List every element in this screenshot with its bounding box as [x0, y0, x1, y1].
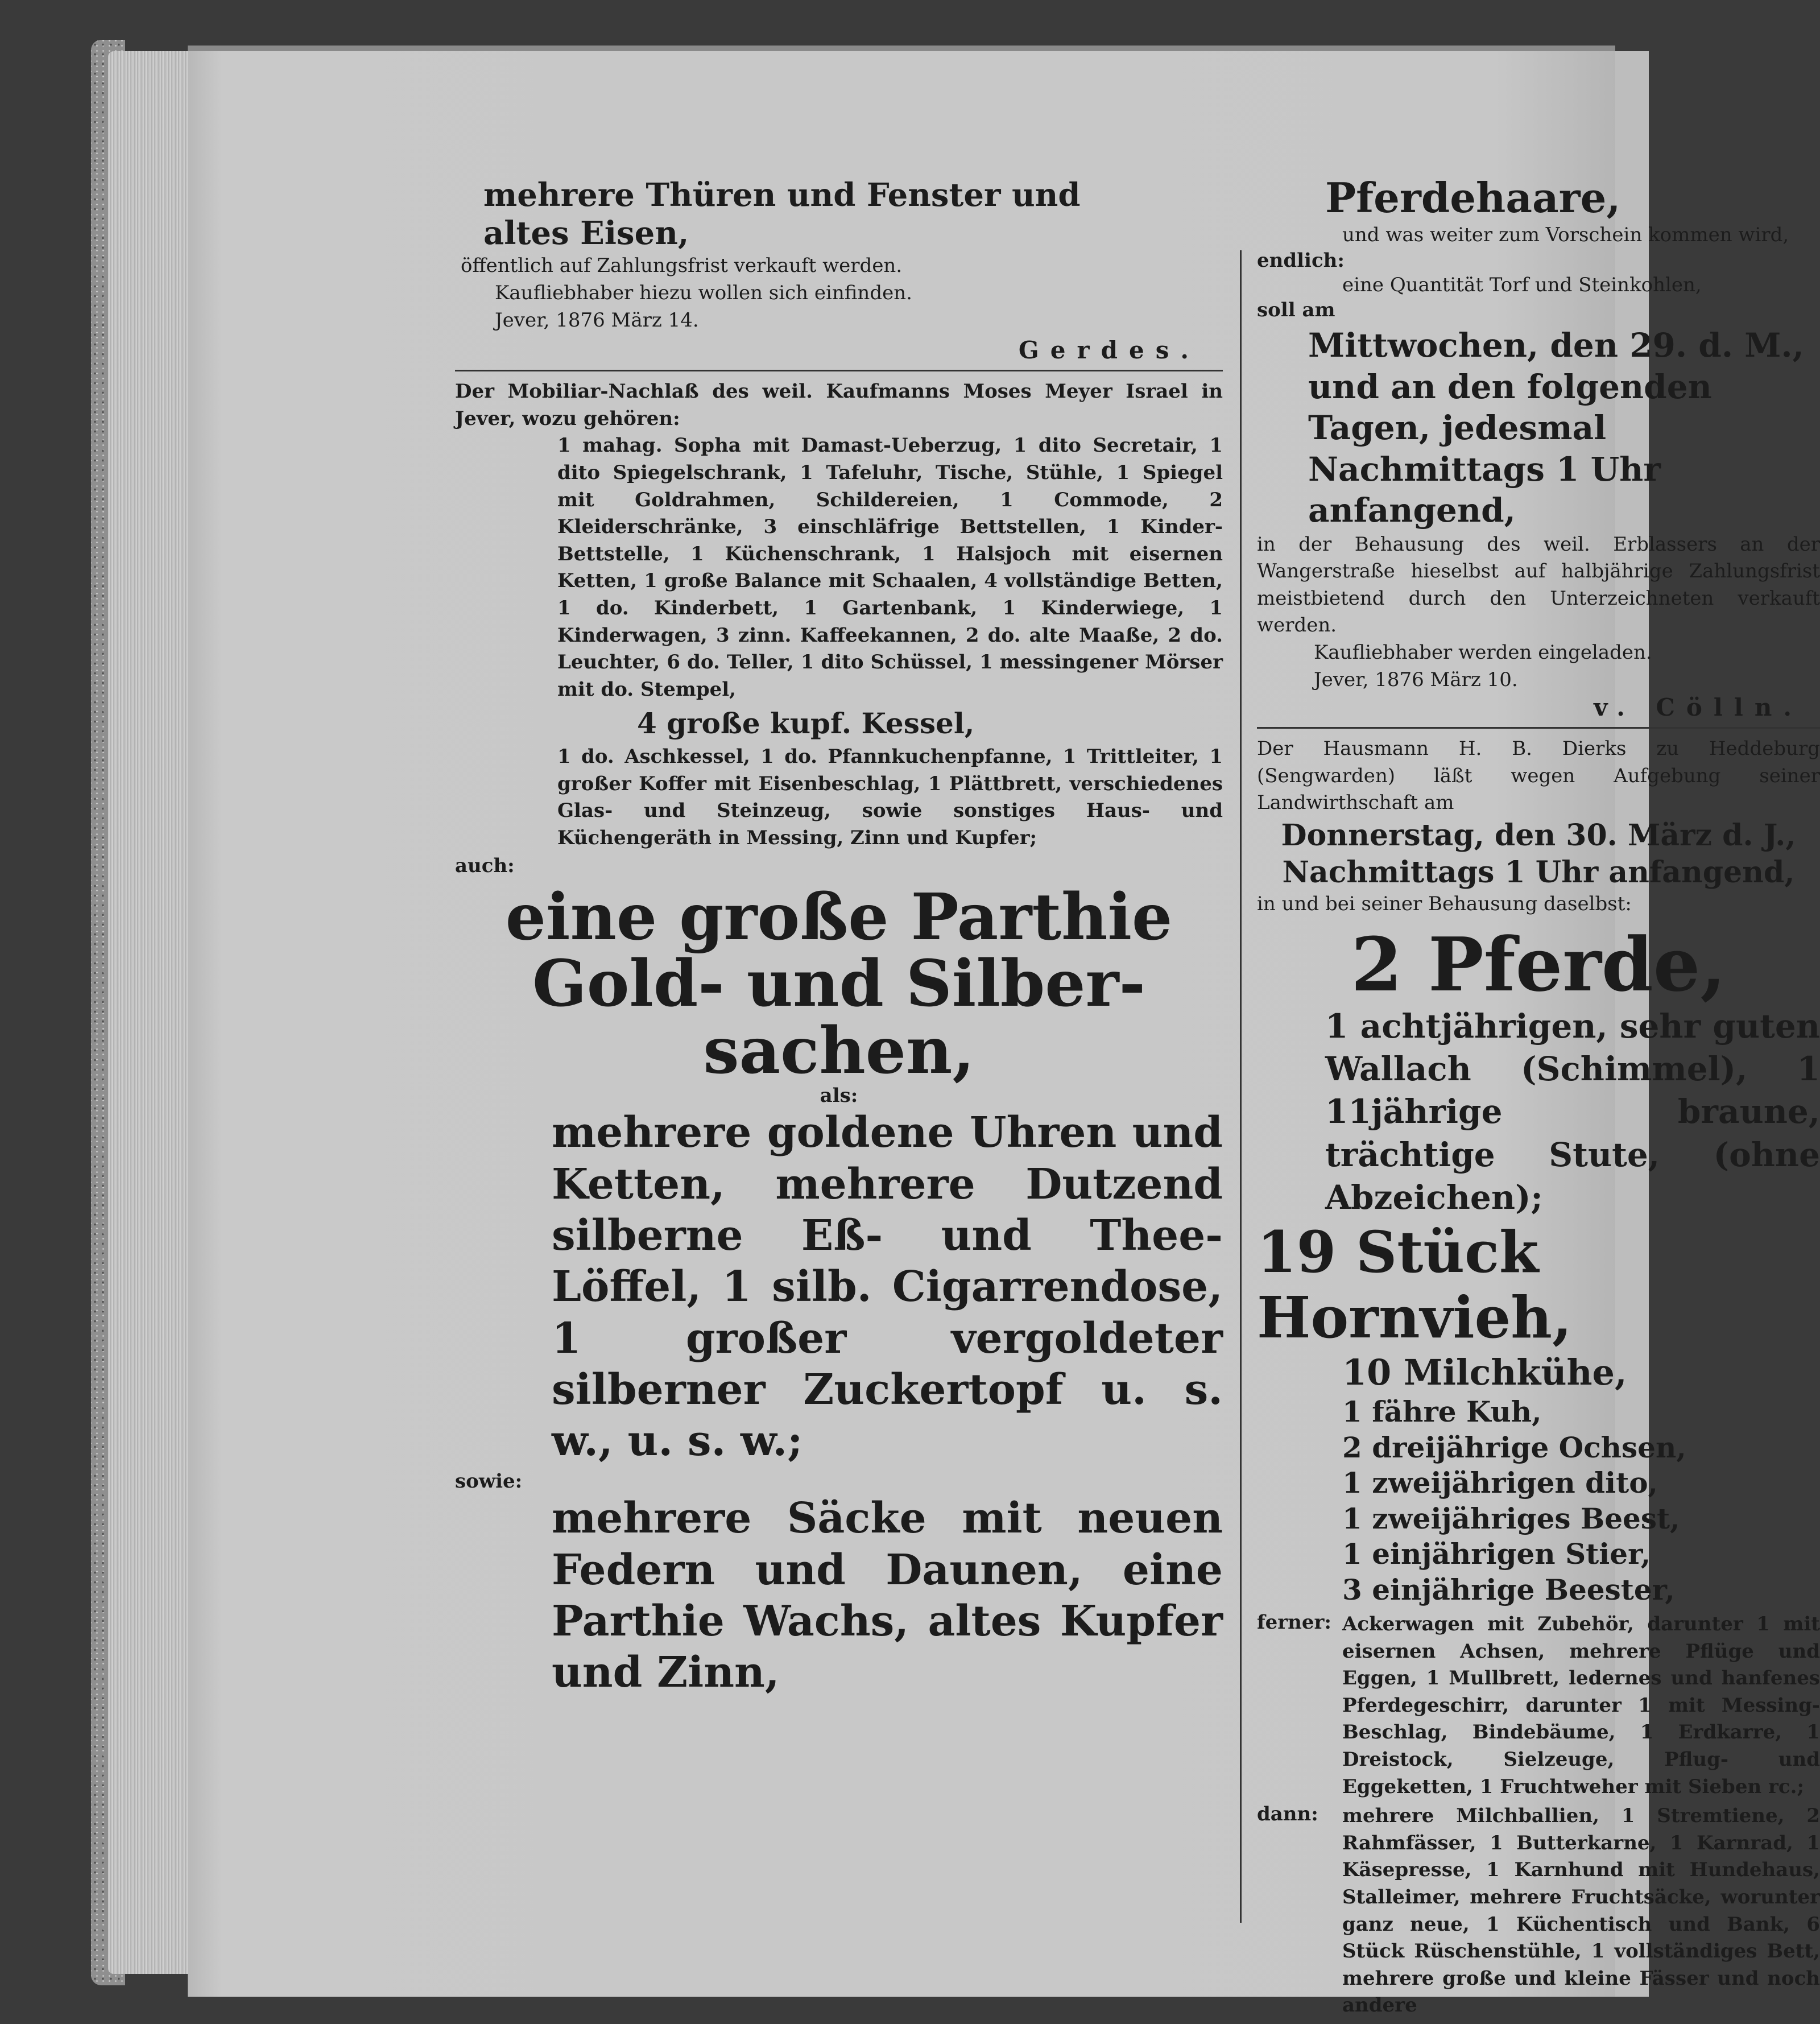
gold-items: mehrere goldene Uhren und Ketten, mehrere Dutzend silberne Eß- und Thee-Löffel, 1 silb. Cigarrendose, 1 großer vergoldeter silberner Zuckertopf u. s. w., u. s. w.; — [552, 1108, 1223, 1466]
estate-intro: Der Mobiliar-Nachlaß des weil. Kaufmanns Moses Meyer Israel in Jever, wozu gehören: — [455, 380, 1223, 430]
big-gold-silber: Gold- und Silber- — [532, 947, 1145, 1022]
cattle-item: 3 einjährige Beester, — [1342, 1572, 1675, 1606]
farm-date: Donnerstag, den 30. März d. J., Nachmittags 1 Uhr anfangend, — [1281, 818, 1796, 890]
column-divider — [1240, 250, 1242, 1923]
page-stack-edge — [108, 51, 193, 1974]
dateline-left: Jever, 1876 März 14. — [495, 308, 699, 332]
text-eingeladen: Kaufliebhaber werden eingeladen. — [1314, 641, 1652, 664]
heading-kessel: 4 große kupf. Kessel, — [637, 707, 975, 741]
label-als: als: — [820, 1084, 858, 1108]
big-pferde: 2 Pferde, — [1351, 920, 1726, 1008]
ferner-text: Ackerwagen mit Zubehör, darunter 1 mit eisernen Achsen, mehrere Pflüge und Eggen, 1 Mullbrett, ledernes und hanfenes Pferdegeschirr, darunter 1 mit Messing-Beschlag, Bindebäume, 1 Erdkarre, 1 Dreistock, Sielzeuge, Pflug- und Eggeketten, 1 Fruchtweher mit Sieben rc.; — [1342, 1613, 1820, 1798]
cattle-item: 2 dreijährige Ochsen, — [1342, 1430, 1686, 1464]
text-torf: eine Quantität Torf und Steinkohlen, — [1342, 273, 1702, 296]
cattle-item: 1 zweijährigen dito, — [1342, 1466, 1658, 1500]
text-sale: öffentlich auf Zahlungsfrist verkauft werden. — [461, 254, 903, 278]
dann-text: mehrere Milchballien, 1 Stremtiene, 2 Rahmfässer, 1 Butterkarne, 1 Karnrad, 1 Käsepresse, 1 Karnhund mit Hundehaus, Stalleimer, mehrere Fruchtsäcke, worunter ganz neue, 1 Küchentisch und Bank, 6 Stück Rüschenstühle, 1 vollständiges Bett, mehrere große und kleine Fässer und noch andere — [1342, 1804, 1820, 2017]
auction-date: Mittwochen, den 29. d. M., und an den folgenden Tagen, jedesmal Nachmittags 1 Uhr anfangend, — [1308, 326, 1804, 530]
label-ferner: ferner: — [1257, 1611, 1331, 1634]
horse-list: 1 achtjährigen, sehr guten Wallach (Schimmel), 1 11jährige braune, trächtige Stute, (ohne Abzeichen); — [1325, 1006, 1820, 1217]
signature-gerdes: Gerdes. — [1018, 336, 1200, 365]
estate-list-2: 1 do. Aschkessel, 1 do. Pfannkuchenpfanne, 1 Trittleiter, 1 großer Koffer mit Eisenbeschlag, 1 Plättbrett, verschiedenes Glas- und Steinzeug, sowie sonstiges Haus- und Küchengeräth in Messing, Zinn und Kupfer; — [557, 745, 1223, 850]
farm-place: in und bei seiner Behausung daselbst: — [1257, 893, 1632, 916]
big-hornvieh: 19 Stück Hornvieh, — [1257, 1218, 1572, 1351]
dann-block — [1257, 1803, 1820, 2019]
newspaper-page — [188, 46, 1820, 2017]
cattle-list — [1257, 1350, 1820, 1608]
text-vorschein: und was weiter zum Vorschein kommen wird, — [1342, 224, 1789, 246]
cattle-item: 1 zweijähriges Beest, — [1342, 1501, 1680, 1535]
big-sachen: sachen, — [703, 1013, 975, 1088]
cattle-item: 10 Milchkühe, — [1342, 1351, 1627, 1393]
label-soll-am: soll am — [1257, 299, 1335, 322]
farm-intro: Der Hausmann H. B. Dierks zu Heddeburg (Sengwarden) läßt wegen Aufgebung seiner Landwirthschaft am — [1257, 737, 1820, 815]
heading-pferdehaare: Pferdehaare, — [1325, 174, 1621, 222]
right-column — [1257, 174, 1820, 2019]
text-behausung: in der Behausung des weil. Erblassers an der Wangerstraße hieselbst auf halbjährige Zahlungsfrist meistbietend durch den Unterzeichneten verkauft werden. — [1257, 532, 1820, 637]
heading-doors: mehrere Thüren und Fenster und — [483, 176, 1081, 214]
cattle-item: 1 einjährigen Stier, — [1342, 1537, 1651, 1571]
final-items: mehrere Säcke mit neuen Federn und Daunen, eine Parthie Wachs, altes Kupfer und Zinn, — [552, 1494, 1223, 1697]
signature-coelln: v. Cölln. — [1594, 693, 1803, 722]
heading-iron: altes Eisen, — [483, 214, 689, 253]
cattle-item: 1 fähre Kuh, — [1342, 1395, 1542, 1429]
text-buyers: Kaufliebhaber hiezu wollen sich einfinden. — [495, 281, 912, 304]
ferner-block — [1257, 1611, 1820, 1800]
dateline-right: Jever, 1876 März 10. — [1314, 668, 1518, 691]
label-sowie: sowie: — [455, 1470, 523, 1493]
label-dann: dann: — [1257, 1803, 1318, 1826]
label-auch: auch: — [455, 854, 515, 877]
big-partie: eine große Parthie — [505, 879, 1173, 955]
section-rule-right — [1257, 727, 1820, 729]
estate-list: 1 mahag. Sopha mit Damast-Ueberzug, 1 dito Secretair, 1 dito Spiegelschrank, 1 Tafeluhr, Tische, Stühle, 1 Spiegel mit Goldrahmen, Schildereien, 1 Commode, 2 Kleiderschränke, 3 einschläfrige Bettstellen, 1 Kinder-Bettstelle, 1 Küchenschrank, 1 Halsjoch mit eisernen Ketten, 1 große Balance mit Schaalen, 4 vollständige Betten, 1 do. Kinderbett, 1 Gartenbank, 1 Kinderwiege, 1 Kinderwagen, 3 zinn. Kaffeekannen, 2 do. alte Maaße, 2 do. Leuchter, 6 do. Teller, 1 dito Schüssel, 1 messingener Mörser mit do. Stempel, — [557, 434, 1223, 701]
section-rule — [455, 370, 1223, 371]
left-column — [455, 176, 1223, 1698]
label-endlich: endlich: — [1257, 249, 1345, 272]
